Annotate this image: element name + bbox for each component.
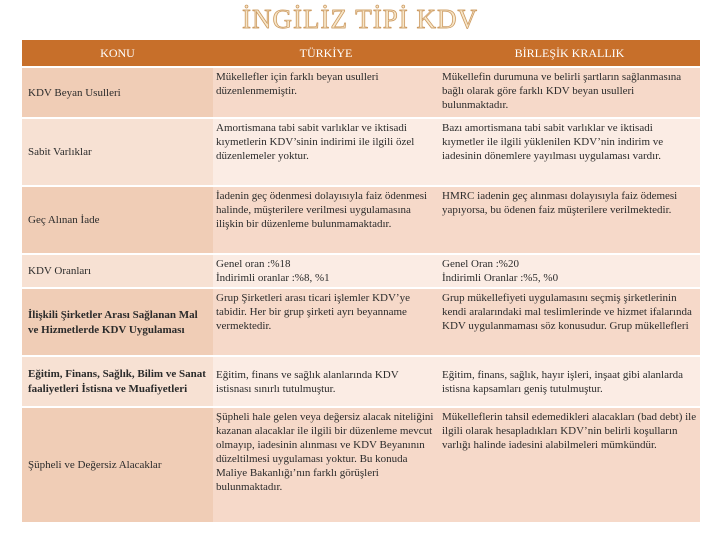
row-turkey-cell: Mükellefler için farklı beyan usulleri düzenlenmemiştir. (213, 68, 439, 119)
row-turkey-cell: İadenin geç ödenmesi dolayısıyla faiz ödenmesi halinde, müşterilere verilmesi uygulamasına ilişkin bir düzenleme bulunmamaktadır. (213, 187, 439, 255)
row-uk-cell: Mükelleflerin tahsil edemedikleri alacakları (bad debt) ile ilgili olarak hesapladıkları KDV’nin belirli koşulların varlığı halinde iadesini alabilmeleri mümkündür. (439, 408, 700, 524)
row-topic: Eğitim, Finans, Sağlık, Bilim ve Sanat faaliyetleri İstisna ve Muafiyetleri (22, 357, 213, 408)
row-uk-cell: Bazı amortismana tabi sabit varlıklar ve iktisadi kıymetler ile ilgili yüklenilen KDV’nin indirim ve iadesinin dönemlere yayılması uygulaması vardır. (439, 119, 700, 187)
row-uk-cell: HMRC iadenin geç alınması dolayısıyla faiz ödemesi yapıyorsa, bu ödenen faiz müşterilere verilmektedir. (439, 187, 700, 255)
row-uk-cell: Eğitim, finans, sağlık, hayır işleri, inşaat gibi alanlarda istisna kapsamları geniş tutulmuştur. (439, 357, 700, 408)
table-row (22, 68, 700, 119)
table-row (22, 357, 700, 408)
row-turkey-cell: Grup Şirketleri arası ticari işlemler KDV’ye tabidir. Her bir grup şirketi ayrı beyanname vermektedir. (213, 289, 439, 357)
row-topic: Geç Alınan İade (22, 187, 213, 255)
header-turkey: TÜRKİYE (213, 40, 439, 68)
table-row (22, 289, 700, 357)
table-row (22, 255, 700, 289)
row-topic: KDV Oranları (22, 255, 213, 289)
row-topic: Sabit Varlıklar (22, 119, 213, 187)
table-row (22, 187, 700, 255)
row-turkey-cell: Şüpheli hale gelen veya değersiz alacak niteliğini kazanan alacaklar ile ilgili bir düzenleme mevcut olmayıp, iadesinin alınması ve KDV Beyanının düzeltilmesi uygulaması yoktur. Bu konuda Maliye Bakanlığı’nın farklı görüşleri bulunmaktadır. (213, 408, 439, 524)
table-row (22, 119, 700, 187)
row-uk-cell: Mükellefin durumuna ve belirli şartların sağlanmasına bağlı olarak göre farklı KDV beyan usulleri bulunmaktadır. (439, 68, 700, 119)
page-title: İNGİLİZ TİPİ KDV (242, 4, 478, 34)
table-row (22, 408, 700, 524)
row-uk-cell: Grup mükellefiyeti uygulamasını seçmiş şirketlerinin kendi aralarındaki mal teslimlerinde ve hizmet ifalarında KDV uygulanmaması söz konusudur. Grup mükellefleri (439, 289, 700, 357)
row-uk-cell: Genel Oran :%20 İndirimli Oranlar :%5, %0 (439, 255, 700, 289)
header-uk: BİRLEŞİK KRALLIK (439, 40, 700, 68)
row-topic: KDV Beyan Usulleri (22, 68, 213, 119)
header-topic: KONU (22, 40, 213, 68)
comparison-table (22, 40, 700, 524)
row-turkey-cell: Amortismana tabi sabit varlıklar ve iktisadi kıymetlerin KDV’sinin indirimi ile ilgili özel düzenlemeler yoktur. (213, 119, 439, 187)
row-turkey-cell: Genel oran :%18 İndirimli oranlar :%8, %1 (213, 255, 439, 289)
row-turkey-cell: Eğitim, finans ve sağlık alanlarında KDV istisnası sınırlı tutulmuştur. (213, 357, 439, 408)
row-topic: İlişkili Şirketler Arası Sağlanan Mal ve Hizmetlerde KDV Uygulaması (22, 289, 213, 357)
row-topic: Şüpheli ve Değersiz Alacaklar (22, 408, 213, 524)
table-header-row (22, 40, 700, 68)
